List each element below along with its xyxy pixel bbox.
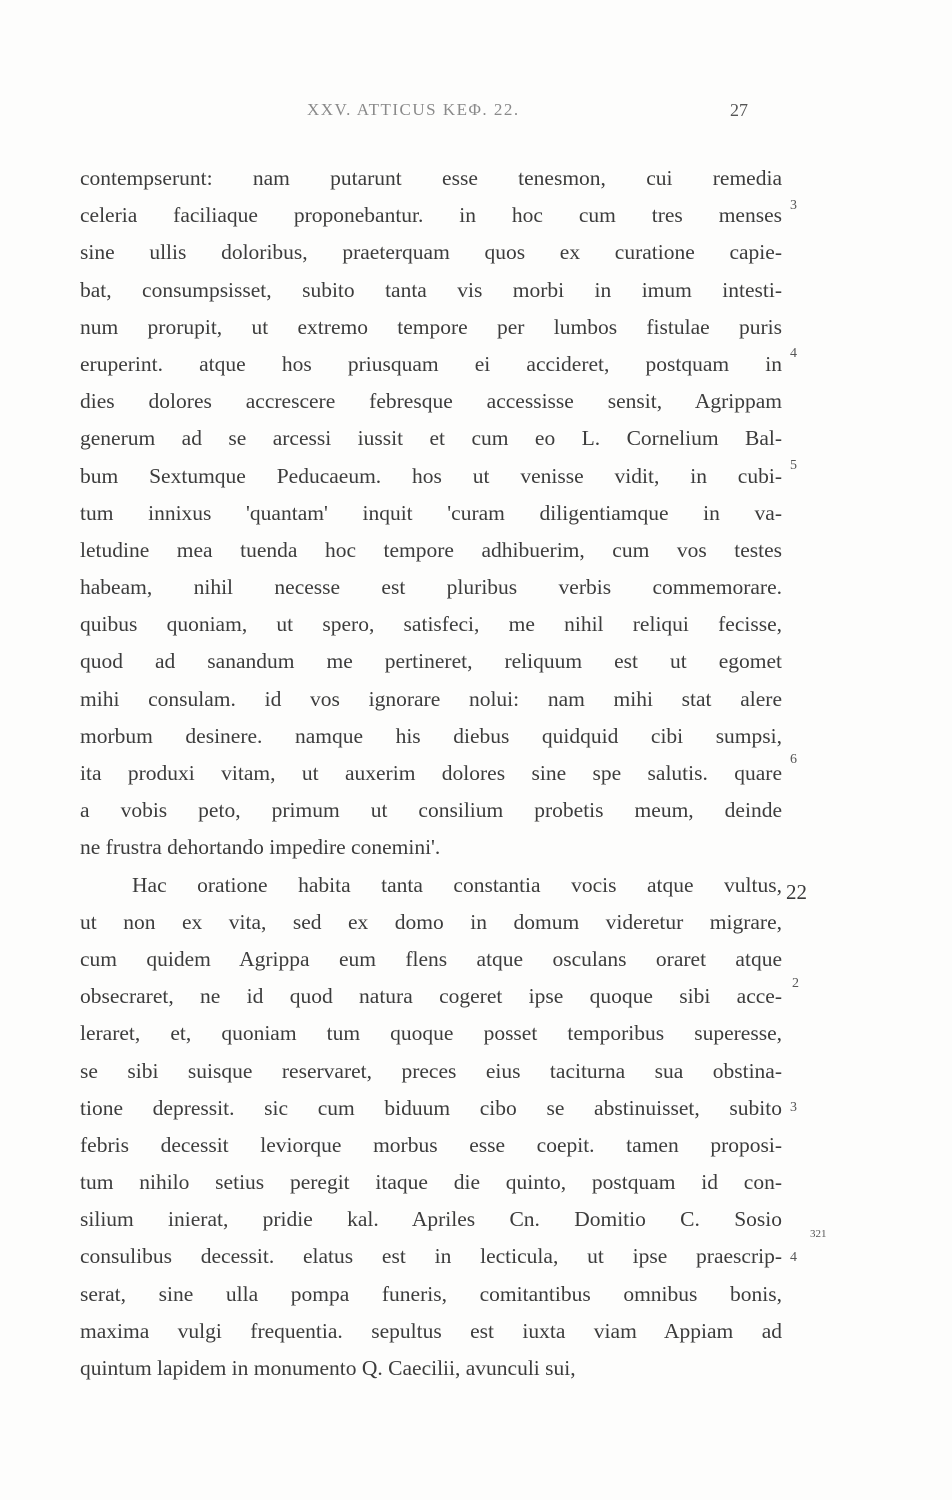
text-line: quod ad sanandum me pertineret, reliquum est ut egomet (80, 649, 782, 674)
margin-section-number: 3 (790, 1100, 797, 1115)
text-line: sine ullis doloribus, praeterquam quos ex curatione capie- (80, 240, 782, 265)
text-line: quintum lapidem in monumento Q. Caecilii, avunculi sui, (80, 1356, 576, 1380)
text-line: celeria faciliaque proponebantur. in hoc cum tres menses (80, 203, 782, 228)
margin-chapter-number: 22 (786, 880, 807, 904)
text-line: tum nihilo setius peregit itaque die quinto, postquam id con- (80, 1170, 782, 1195)
margin-section-number: 4 (790, 1250, 797, 1265)
text-line: ita produxi vitam, ut auxerim dolores sine spe salutis. quare (80, 761, 782, 785)
text-line: tum innixus 'quantam' inquit 'curam diligentiamque in va- (80, 500, 782, 525)
text-line: bat, consumpsisset, subito tanta vis morbi in imum intesti- (80, 277, 782, 302)
text-line: serat, sine ulla pompa funeris, comitantibus omnibus bonis, (80, 1281, 782, 1306)
margin-section-number: 3 (790, 198, 797, 213)
text-line: maxima vulgi frequentia. sepultus est iuxta viam Appiam ad (80, 1318, 782, 1343)
text-line: morbum desinere. namque his diebus quidquid cibi sumpsi, (80, 723, 782, 748)
text-line: febris decessit leviorque morbus esse coepit. tamen proposi- (80, 1132, 782, 1157)
text-line: silium inierat, pridie kal. Apriles Cn. Domitio C. Sosio (80, 1207, 782, 1232)
text-line: habeam, nihil necesse est pluribus verbis commemorare. (80, 575, 782, 600)
text-line: dies dolores accrescere febresque accessisse sensit, Agrippam (80, 389, 782, 414)
text-line: generum ad se arcessi iussit et cum eo L. Cornelium Bal- (80, 426, 782, 451)
margin-section-number: 4 (790, 346, 797, 361)
text-line: bum Sextumque Peducaeum. hos ut venisse vidit, in cubi- (80, 463, 782, 488)
text-line: eruperint. atque hos priusquam ei accideret, postquam in (80, 351, 782, 376)
text-line: obsecraret, ne id quod natura cogeret ipse quoque sibi acce- (80, 984, 782, 1009)
text-line: mihi consulam. id vos ignorare nolui: nam mihi stat alere (80, 686, 782, 711)
body-text (80, 160, 782, 1387)
text-line: ne frustra dehortando impedire conemini'. (80, 835, 441, 860)
text-line: ut non ex vita, sed ex domo in domum videretur migrare, (80, 909, 782, 934)
text-line: num prorupit, ut extremo tempore per lumbos fistulae puris (80, 314, 782, 339)
margin-year-note: 321 (810, 1228, 827, 1240)
text-line: consulibus decessit. elatus est in lecticula, ut ipse praescrip- (80, 1244, 782, 1269)
margin-section-number: 5 (790, 458, 797, 473)
text-line: a vobis peto, primum ut consilium probetis meum, deinde (80, 798, 782, 823)
text-line: cum quidem Agrippa eum flens atque osculans oraret atque (80, 946, 782, 971)
text-line: se sibi suisque reservaret, preces eius taciturna sua obstina- (80, 1058, 782, 1083)
page-header (0, 100, 952, 126)
text-line: letudine mea tuenda hoc tempore adhibuerim, cum vos testes (80, 537, 782, 562)
text-line: quibus quoniam, ut spero, satisfeci, me nihil reliqui fecisse, (80, 612, 782, 637)
margin-section-number: 2 (792, 976, 799, 991)
text-line: leraret, et, quoniam tum quoque posset temporibus superesse, (80, 1021, 782, 1046)
text-line: Hac oratione habita tanta constantia vocis atque vultus, (132, 872, 782, 897)
text-line: tione depressit. sic cum biduum cibo se abstinuisset, subito (80, 1095, 782, 1120)
running-head: XXV. ATTICUS ΚΕΦ. 22. (307, 100, 520, 119)
text-line: contempserunt: nam putarunt esse tenesmon, cui remedia (80, 166, 782, 190)
page-number: 27 (730, 100, 748, 120)
margin-section-number: 6 (790, 752, 797, 767)
